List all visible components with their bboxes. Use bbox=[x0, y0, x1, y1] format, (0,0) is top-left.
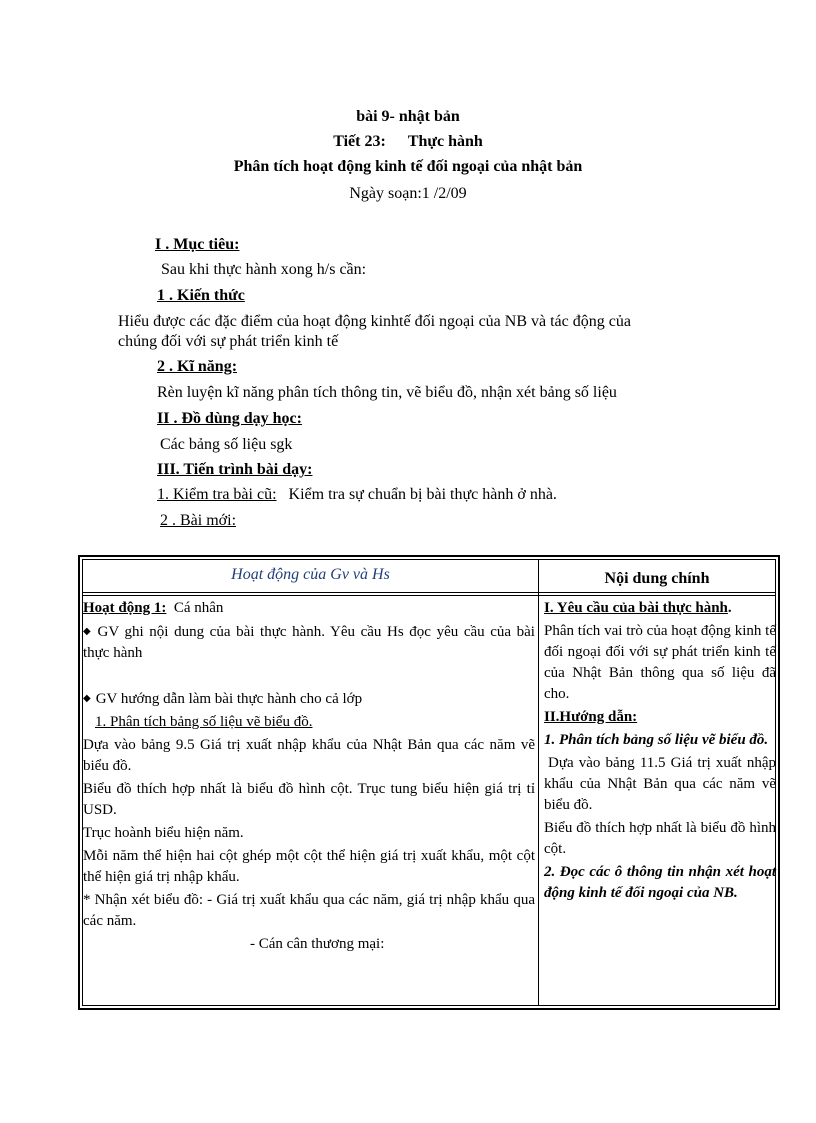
left-para-6: - Cán cân thương mại: bbox=[250, 936, 385, 952]
materials-text: Các bảng số liệu sgk bbox=[160, 436, 293, 453]
subtitle: Phân tích hoạt động kinh tế đối ngoại của nhật bản bbox=[233, 158, 583, 175]
skills-heading: 2 . Kĩ năng: bbox=[157, 358, 238, 375]
left-column bbox=[83, 598, 535, 957]
period-name: Thực hành bbox=[407, 133, 483, 150]
step-2-label: 2 . Bài mới: bbox=[160, 512, 237, 529]
step-1-text: Kiểm tra sự chuẩn bị bài thực hành ở nhà. bbox=[288, 486, 557, 503]
knowledge-line-2: chúng đối với sự phát triển kinh tế bbox=[118, 333, 339, 350]
header-divider bbox=[83, 592, 775, 593]
activity-label: Hoạt động 1: bbox=[83, 600, 167, 616]
right-section-2: II.Hướng dẫn: bbox=[544, 709, 638, 725]
objectives-heading: I . Mục tiêu: bbox=[155, 236, 240, 253]
right-section-1 bbox=[544, 598, 776, 619]
right-para-3: Dựa vào bảng 11.5 Giá trị xuất nhập khẩu của Nhật Bản qua các năm vẽ biểu đồ. bbox=[544, 755, 776, 813]
left-para-3: Trục hoành biểu hiện năm. bbox=[83, 825, 244, 841]
activity-1 bbox=[83, 598, 535, 619]
lesson-title: bài 9- nhật bản bbox=[356, 108, 460, 125]
period-title bbox=[0, 133, 816, 151]
process-heading: III. Tiến trình bài dạy: bbox=[157, 461, 313, 478]
column-divider bbox=[538, 560, 539, 1005]
right-para-1: Phân tích vai trò của hoạt động kinh tế đối ngoại đối với sự phát triển kinh tế của Nhật Bản thông qua số liệu đã cho. bbox=[544, 623, 776, 702]
lesson-table bbox=[78, 555, 780, 1010]
left-para-1: Dựa vào bảng 9.5 Giá trị xuất nhập khẩu của Nhật Bản qua các năm vẽ biểu đồ. bbox=[83, 737, 535, 774]
bullet-1: ◆ GV ghi nội dung của bài thực hành. Yêu cầu Hs đọc yêu cầu của bài thực hành bbox=[83, 621, 535, 664]
right-section-1-dot: . bbox=[727, 600, 732, 616]
step-1 bbox=[157, 486, 557, 504]
task-1: 1. Phân tích bảng số liệu vẽ biểu đồ. bbox=[95, 714, 313, 730]
left-para-2: Biểu đồ thích hợp nhất là biểu đồ hình cột. Trục tung biểu hiện giá trị tỉ USD. bbox=[83, 781, 535, 818]
left-para-4: Mỗi năm thể hiện hai cột ghép một cột thể hiện giá trị xuất khẩu, một cột thể hiện giá trị nhập khẩu. bbox=[83, 848, 535, 885]
materials-heading: II . Đồ dùng dạy học: bbox=[157, 410, 302, 427]
activity-text: Cá nhân bbox=[173, 600, 224, 616]
skills-text: Rèn luyện kĩ năng phân tích thông tin, vẽ biểu đồ, nhận xét bảng số liệu bbox=[157, 384, 617, 401]
right-column-header: Nội dung chính bbox=[604, 570, 710, 587]
right-para-2: 1. Phân tích bảng số liệu vẽ biểu đồ. bbox=[544, 732, 769, 748]
objectives-intro: Sau khi thực hành xong h/s cần: bbox=[161, 261, 367, 278]
prep-date: Ngày soạn:1 /2/09 bbox=[349, 185, 467, 202]
step-1-label: 1. Kiểm tra bài cũ: bbox=[157, 486, 277, 503]
right-column bbox=[544, 598, 776, 906]
bullet-2: ◆ GV hướng dẫn làm bài thực hành cho cả lớp bbox=[83, 688, 535, 710]
left-para-5: * Nhận xét biểu đồ: - Giá trị xuất khẩu qua các năm, giá trị nhập khẩu qua các năm. bbox=[83, 892, 535, 929]
right-section-1-title: I. Yêu cầu của bài thực hành bbox=[544, 600, 728, 616]
period-label: Tiết 23: bbox=[333, 133, 386, 150]
knowledge-heading: 1 . Kiến thức bbox=[157, 287, 245, 304]
header-divider-double bbox=[83, 595, 775, 596]
right-para-4: Biểu đồ thích hợp nhất là biểu đồ hình cột. bbox=[544, 820, 776, 857]
left-column-header: Hoạt động của Gv và Hs bbox=[231, 566, 390, 583]
right-para-5: 2. Đọc các ô thông tin nhận xét hoạt động kinh tế đối ngoại của NB. bbox=[544, 864, 776, 901]
knowledge-line-1: Hiểu được các đặc điểm của hoạt động kinhtế đối ngoại của NB và tác động của bbox=[118, 313, 631, 330]
